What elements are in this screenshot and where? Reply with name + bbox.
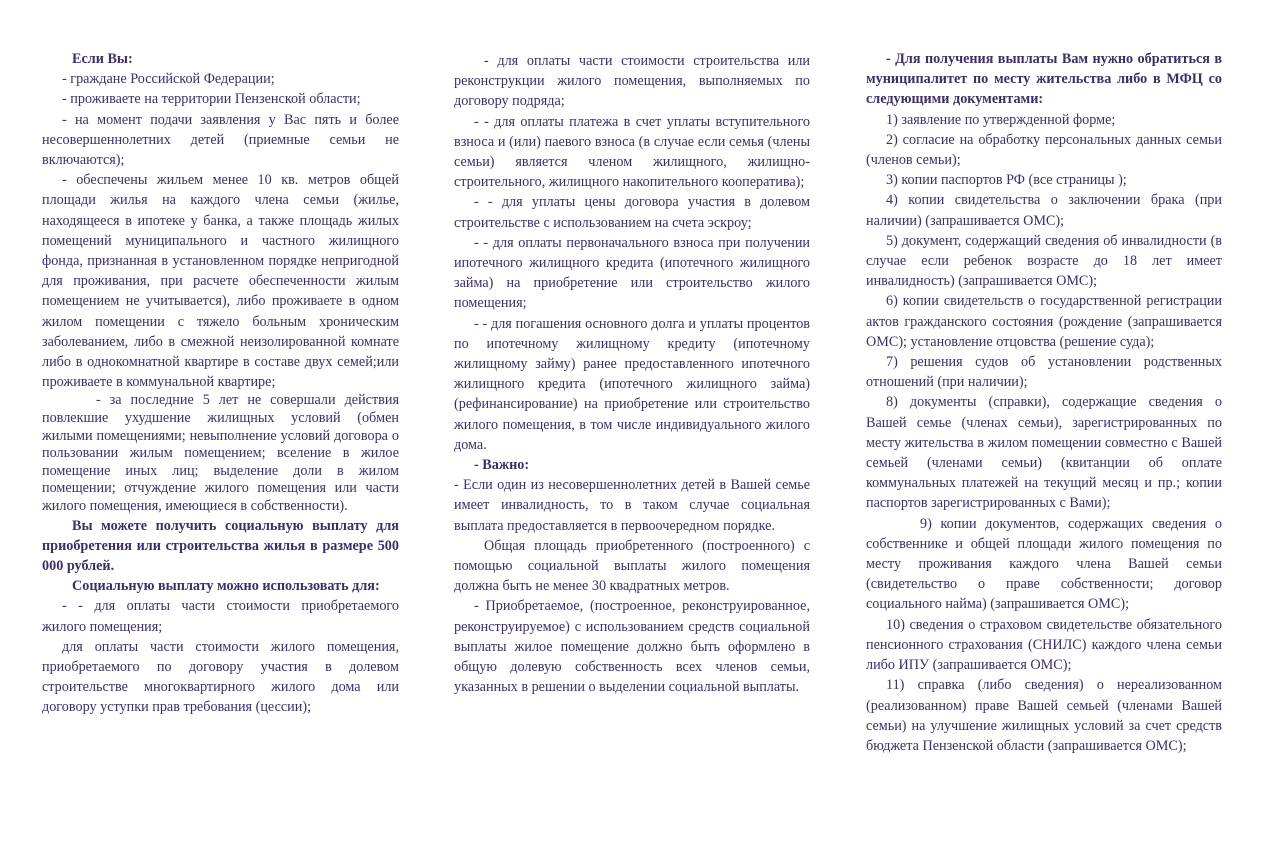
payment-use-item: - для оплаты части стоимости строительства или реконструкции жилого помещения, выполняемых по договору подряда; <box>454 53 810 110</box>
document-item: 1) заявление по утвержденной форме; <box>886 111 1116 128</box>
document-item: 10) сведения о страховом свидетельстве обязательного пенсионного страхования (СНИЛС) каждого члена семьи либо ИПУ (запрашивается ОМС); <box>866 616 1222 674</box>
payment-use-item: - - для оплаты платежа в счет уплаты вступительного взноса и (или) паевого взноса (в случае если семья (члены семьи) является членом жилищного, жилищно-строительного, жилищного накопительного кооператива); <box>454 113 810 191</box>
document-item: 4) копии свидетельства о заключении брака (при наличии) (запрашивается ОМС); <box>866 192 1222 229</box>
payment-use-item: - - для погашения основного долга и уплаты процентов по ипотечному жилищному кредиту (ипотечному жилищному займу) ранее предоставленного ипотечного жилищного кредита (ипотечного жилищного займа) (рефинансирование) на приобретение или строительство жилого помещения, в том числе индивидуального жилого дома. <box>454 315 810 453</box>
document-item: 7) решения судов об установлении родственных отношений (при наличии); <box>866 354 1222 391</box>
eligibility-item: - на момент подачи заявления у Вас пять и более несовершеннолетних детей (приемные семьи не включаются); <box>42 111 399 169</box>
payment-use-item: для оплаты части стоимости жилого помещения, приобретаемого по договору участия в долевом строительстве многоквартирного жилого дома или договору уступки прав требования (цессии); <box>42 638 399 716</box>
documents-heading: - Для получения выплаты Вам нужно обратиться в муниципалитет по месту жительства либо в МФЦ со следующими документами: <box>866 51 1222 108</box>
eligibility-item: - обеспечены жильем менее 10 кв. метров общей площади жилья на каждого члена семьи (жилье, находящееся в ипотеке у банка, а также площадь жилых помещений муниципального и частного жилищного фонда, признанная в установленном порядке непригодной для проживания, при расчете обеспеченности жилым помещением не учитывается), либо проживаете в одном жилом помещении с тяжело больным хроническим заболеванием, либо в смежной неизолированной комнате либо в однокомнатной квартире в составе двух семей;или проживаете в коммунальной квартире; <box>42 172 399 391</box>
important-label: - Важно: <box>474 457 530 474</box>
document-item: 9) копии документов, содержащих сведения о собственнике и общей площади жилого помещения по месту проживания каждого члена Вашей семьи (свидетельство о праве собственности; договор социального найма) (запрашивается ОМС); <box>866 515 1222 613</box>
eligibility-item: - за последние 5 лет не совершали действия повлекшие ухудшение жилищных условий (обмен жилыми помещениями; невыполнение условий договора о пользовании жилым помещением; вселение в жилое помещение иных лиц; выделение доли в жилом помещении; отчуждение жилого помещения или части жилого помещения, имеющиеся в собственности). <box>42 392 399 515</box>
payment-use-item: - - для уплаты цены договора участия в долевом строительстве с использованием на счета эскроу; <box>454 194 810 231</box>
payment-use-item: - - для оплаты первоначального взноса при получении ипотечного жилищного кредита (ипотечного жилищного займа) на приобретение или строительство жилого помещения; <box>454 234 810 312</box>
important-item: - Приобретаемое, (построенное, реконструированное, реконструируемое) с использованием средств социальной выплаты жилое помещение должно быть оформлено в общую долевую собственность всех членов семьи, указанных в решении о выделении социальной выплаты. <box>454 598 810 696</box>
eligibility-item: - проживаете на территории Пензенской области; <box>62 91 361 108</box>
column-eligibility <box>42 49 399 718</box>
eligibility-item: - граждане Российской Федерации; <box>62 71 275 88</box>
document-item: 6) копии свидетельств о государственной регистрации актов гражданского состояния (рождение (запрашивается ОМС); установление отцовства (решение суда); <box>866 293 1222 350</box>
payment-amount-text: Вы можете получить социальную выплату для приобретения или строительства жилья в размере 500 000 рублей. <box>42 517 399 575</box>
document-item: 8) документы (справки), содержащие сведения о Вашей семье (членах семьи), зарегистрированных по месту жительства в жилом помещении совместно с Вашей семьей (членами семьи) (квитанции об оплате коммунальных платежей на текущий месяц и пр.; копии паспортов зарегистрированных с Вами); <box>866 394 1222 512</box>
document-item: 3) копии паспортов РФ (все страницы ); <box>886 172 1127 189</box>
payment-uses-heading: Социальную выплату можно использовать для: <box>72 578 380 595</box>
important-item: - Если один из несовершеннолетних детей в Вашей семье имеет инвалидность, то в таком случае социальная выплата предоставляется в первоочередном порядке. <box>454 477 810 534</box>
column-uses <box>454 51 810 698</box>
column-documents <box>866 49 1222 756</box>
document-item: 2) согласие на обработку персональных данных семьи (членов семьи); <box>866 131 1222 169</box>
payment-use-item: - - для оплаты части стоимости приобретаемого жилого помещения; <box>42 598 399 635</box>
important-item: Общая площадь приобретенного (построенного) с помощью социальной выплаты жилого помещения должна быть не менее 30 квадратных метров. <box>454 537 810 595</box>
document-item: 5) документ, содержащий сведения об инвалидности (в случае если ребенок возрасте до 18 лет имеет инвалидность) (запрашивается ОМС); <box>866 232 1222 290</box>
eligibility-heading: Если Вы: <box>72 51 133 67</box>
document-item: 11) справка (либо сведения) о нереализованном (реализованном) праве Вашей семьей (членами Вашей семьи) на улучшение жилищных условий за счет средств бюджета Пензенской области (запрашивается ОМС); <box>866 677 1222 754</box>
